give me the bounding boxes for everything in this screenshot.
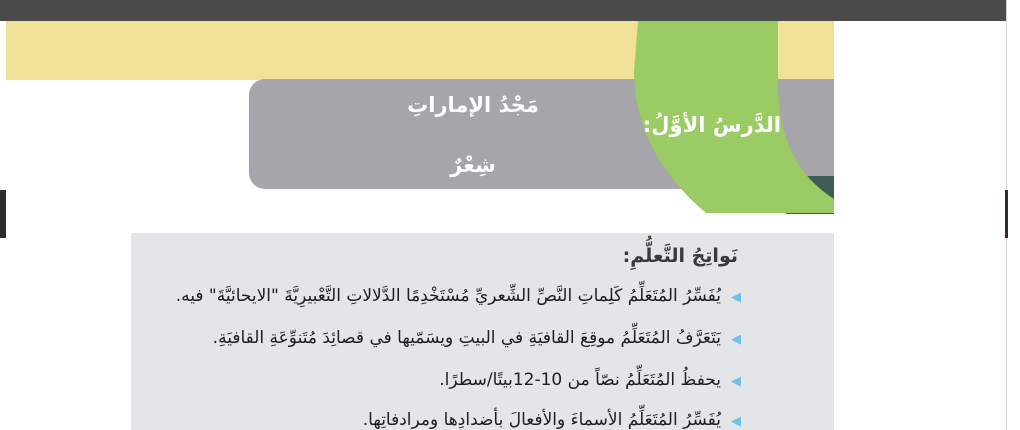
triangle-bullet-icon: ◀ bbox=[731, 374, 741, 389]
viewer-right-margin bbox=[1006, 0, 1020, 430]
triangle-bullet-icon: ◀ bbox=[731, 290, 741, 305]
lesson-number-label: الدَّرسُ الأوَّلُ: bbox=[642, 113, 781, 137]
outcome-item bbox=[439, 370, 741, 390]
triangle-bullet-icon: ◀ bbox=[731, 332, 741, 347]
document-page bbox=[6, 21, 834, 430]
lesson-title: مَجْدُ الإماراتِ bbox=[407, 93, 539, 117]
outcome-text: يُفَسِّرُ المُتَعَلِّمُ كَلِماتِ النَّصِّ الشِّعريِّ مُسْتَخْدِمًا الدَّلالاتِ التَّعْبيرِيَّةَ "الايحائيَّةَ" فيه. bbox=[175, 286, 721, 306]
outcome-item bbox=[363, 410, 741, 430]
page-edge-right-mark bbox=[1005, 190, 1008, 238]
outcome-text: يُفَسِّرُ المُتَعَلِّمُ الأسماءَ والأفعالَ بأضدادِها ومرادفاتِها. bbox=[362, 410, 721, 430]
viewer-top-bar bbox=[0, 0, 1006, 21]
lesson-genre: شِعْرٌ bbox=[450, 153, 496, 177]
triangle-bullet-icon: ◀ bbox=[731, 414, 741, 429]
learning-outcomes-panel bbox=[131, 233, 834, 430]
outcome-text: يَتَعَرَّفُ المُتَعَلِّمُ موقِعَ القافيَةِ في البيتِ ويسَمّيها في قصائِدَ مُتَنوِّعَةِ القافيَةِ. bbox=[212, 328, 721, 348]
outcome-item bbox=[176, 286, 741, 306]
outcome-item bbox=[213, 328, 741, 348]
outcome-text: يحفظُ المُتَعَلِّمُ نصّاً من 10-12بيتًا/سطرًا. bbox=[439, 370, 721, 390]
learning-outcomes-title: نَواتِجُ التَّعلُّمِ: bbox=[622, 245, 738, 267]
